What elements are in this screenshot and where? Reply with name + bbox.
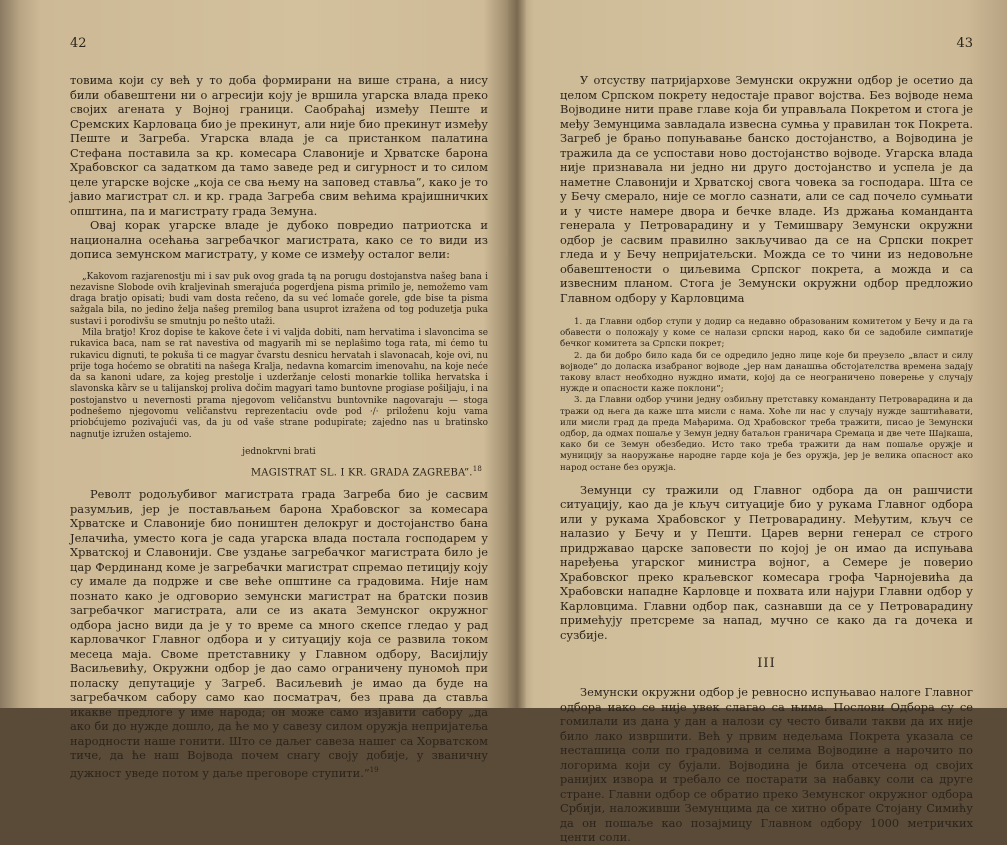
left-paragraph-3-text: Револт родољубивог магистрата града Загреба био је сасвим разумљив, јер је постављањем барона Храбовског за комесара Хрватске и Славоније био поништен делокруг и достојанство бана Јелачића, уместо кога је сада угарска влада постала господарем у Хрватској и Славонији. Све уздање загребачког магистрата било је цар Фердинанд коме је загребачки магистрат спремао петицију коју су имале да подрже и све веће општине са градовима. Није нам познато како је одговорио земунски магистрат на братски позив загребачког магистрата, али се из аката Земунског окружног одбора јасно види да је у то време са много скепсе гледао у рад карловачког Главног одбора и у ситуацију која се развила током месеца маја. Своме претставнику у Главном одбору, Васијлију Васиљевићу, Окружни одбор је дао само ограничену пуномоћ при поласку депутације у Загреб. Васиљевић је имао да буде на загребачком сабору само као посматрач, без права да ставља икакве предлоге у име народа; он може само изјавити сабору „да ако би до нужде дошло, да ће мо у савезу силом оружја непријатеља народности наше гонити. Што се даљег савеза нашег са Хорватском тиче, да ће наш Војвода почем снагу своју добије, у званичну дужност уведе потом у даље преговоре ступити.”: [70, 487, 488, 780]
proposal-item-1: 1. да Главни одбор ступи у додир са недавно образованим комитетом у Бечу и да га обавести о положају у коме се налази српски народ, како би се задобиле симпатије бечког комитета за Српски покрет;: [560, 317, 973, 350]
left-paragraph-2: Овај корак угарске владе је дубоко повредио патриотска и национална осећања загребачког магистрата, како се то види из дописа земунском магистрату, у коме се између осталог вели:: [70, 218, 488, 261]
footnote-ref-18: 18: [472, 464, 482, 473]
right-page: [522, 0, 1007, 845]
quoted-letter-part-1: „Kakovom razjarenostju mi i sav puk ovog grada tą na porugu dostojanstva našeg bana i nezavisne Slobode ovih kraljevinah smerajuća pogerdjena pisma primilo je, nemožemo vam draga bratjo opisati; budi vam dosta rečeno, da su već lomače gorele, gde bise ta pisma sažgala bila, no jedino želja našeg premilog bana usuprot izražena od tog poduzetja puka sustavi i porodivšu se smutnju po nešto utaži.: [70, 271, 488, 327]
quoted-letter-part-2: Mila bratjo! Kroz dopise te kakove čete i vi valjda dobiti, nam hervatima i slavoncima se rukavica baca, nam se rat navestiva od magyarih mi se neplašimo toga rata, mi ćemo tu rukavicu dignuti, te pokuša ti ce magyar čvarstu desnicu hervatah i slavonacah, koje ovi, nu prije toga hoćemo se obratiti na našega Kralja, nedavna komarcim imenovahu, na koje neće da sa kanoni udare, za kojeg prestolje i uzderžanje celosti monarkie tollika hervatska i slavonska kȁrv se u talijanskoj proliva dočim magyari tamo buntovne progiase pošiljaju, i na postojanstvo u nevernosti prama njegovom veličanstvu buntovnike nagovaraju — stoga podnešemo njegovomu veličanstvu reprezentaciu ovde pod ·/· priloženu koju vama priobćujemo pozivajući vas, da ju od vaše strane podupirate; zajedno nas u bratinsko nagnutje izružen ostajemo.: [70, 327, 488, 440]
right-paragraph-2: Земунци су тражили од Главног одбора да он рашчисти ситуацију, као да је кључ ситуације био у рукама Главног одбора или у рукама Храбовског у Петроварадину. Међутим, кључ се налазио у Бечу и у Пешти. Царев верни генерал се строго придржавао царске заповести по којој је он имао да испуњава наређења угарског министра војног, а Семере је поверио Храбовског преко краљевског комесара грофа Чарнојевића да Храбовски нападне Карловце и похвата или најури Главни одбор у Карловцима. Главни одбор пак, сазнавши да се у Петроварадину примећују претсреме за напад, мучно се како да га дочека и сузбије.: [560, 482, 973, 642]
section-heading: III: [757, 656, 776, 672]
left-page: [0, 0, 514, 780]
letter-signature: [70, 465, 482, 478]
proposal-item-2: 2. да би добро било када би се одредило једно лице које би преузело „власт и силу војводе” до доласка изабраног војводе „јер нам данашња обстојателства времена задају такову власт необходно нуждно имати, којој да се неограничено поверење у случају нужде и опасности каже поклони”;: [560, 350, 973, 395]
page-number-left: 42: [70, 36, 87, 51]
page-number-right: 43: [956, 36, 973, 51]
letter-signature-text: MAGISTRAT SL. I KR. GRADA ZAGREBA”.: [250, 467, 473, 479]
right-paragraph-3: Земунски окружни одбор је ревносно испуњавао налоге Главног одбора иако се није увек слагао са њима. Послови Одбора су се гомилали из дана у дан а налози су често бивали такви да их није било лако извршити. Већ у првим недељама Покрета указала се несташица соли по градовима и селима Војводине а нарочито по логорима који су бујали. Војводина је била отсечена од својих ранијих извора и требало се постарати за набавку соли са друге стране. Главни одбор се обратио преко Земунског окружног одбора Србији, наложивши Земунцима да се хитно обрате Стојану Симићу да он пошаље као позајмицу Главном одбору 1000 метричких центи соли.: [560, 685, 973, 845]
letter-closing: jednokrvni brati: [242, 446, 316, 457]
footnote-ref-19: 19: [369, 765, 379, 774]
right-paragraph-1: У отсуству патријархове Земунски окружни одбор је осетио да целом Српском покрету недостаје правог војства. Без војводе нема Војводине нити праве главе која би управљала Покретом и стога је међу Земунцима завладала извесна сумња у правилан ток Покрета. Загреб је брањо попуњавање банско достојанство, а Војводина је тражила да се успостави ново достојанство војводе. Угарска влада није признавала ни једно ни друго достојанство и успела је да наметне Славонији и Хрватској свога човека за господара. Шта се у Бечу смерало, није се могло сазнати, али се сад почело сумњати и у чисте намере двора и бечке владе. Из држања команданта генерала у Петроварадину и у Темишвару Земунски окружни одбор је сасвим правилно закључивао да се на Српски покрет гледа и у Бечу непријатељски. Можда се то чини из недовољне обавештености о циљевима Српског покрета, а можда и са извесним планом. Стога је Земунски окружни одбор предложио Главном одбору у Карловцима: [560, 73, 973, 305]
proposal-item-3: 3. да Главни одбор учини једну озбиљну претставку команданту Петроварадина и да тражи од њега да каже шта мисли с нама. Хоће ли нас у случају нужде заштићавати, или мисли град да преда Мађарима. Од Храбовског треба тражити, писао је Земунски одбор, да одмах пошаље у Земун једну батаљон граничара Сремаца и две чете Шајкаша, како би се Земун обезбедио. Исто тако треба тражити да нам пошаље оружје и муницију за наоружање народне гарде која је без оружја, јер је велика опасност ако народ остане без оружја.: [560, 395, 973, 473]
left-paragraph-3: [70, 487, 488, 780]
quoted-letter: [70, 272, 488, 441]
left-paragraph-1: товима који су већ у то доба формирани на више страна, а нису били обавештени ни о агресији коју је вршила угарска влада преко својих агената у Војној граници. Саобраћај између Пеште и Сремских Карловаца био је прекинут, али није био прекинут између Пеште и Загреба. Угарска влада је са пристанком палатина Стефана поставила за кр. комесара Славоније и Хрватске барона Храбовског са задатком да тамо заведе ред и сигурност и то силом целе угарске војске „која се сва њему на заповед ставља”, како је то јавио магистрат сл. и кр. града Загреба свим већима крајишничких општина, па и магистрату града Земуна.: [70, 73, 488, 218]
proposal-list: [560, 317, 973, 474]
